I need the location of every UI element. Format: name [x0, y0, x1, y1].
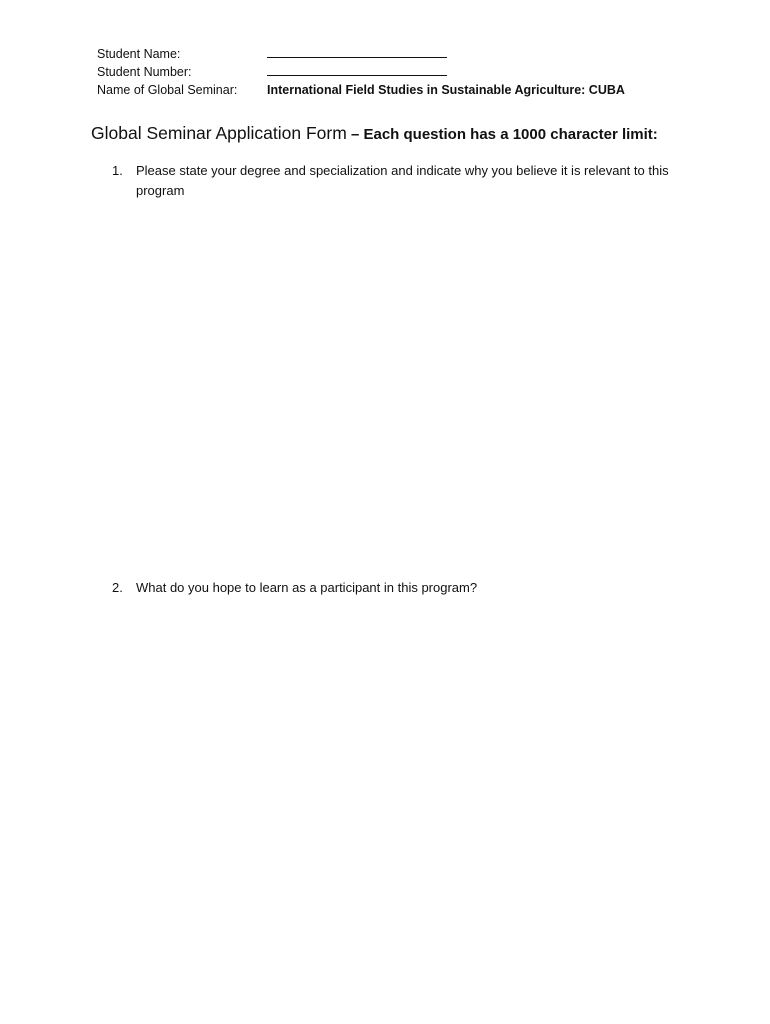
form-title-subtitle: – Each question has a 1000 character limit:: [346, 126, 658, 143]
student-name-label: Student Name:: [97, 47, 181, 61]
student-name-blank[interactable]: [267, 46, 447, 58]
form-title: [91, 123, 658, 144]
student-number-field[interactable]: [267, 64, 447, 80]
student-name-field[interactable]: [267, 46, 447, 62]
form-title-main: Global Seminar Application Form: [91, 123, 347, 143]
student-number-blank[interactable]: [267, 64, 447, 76]
question-text: What do you hope to learn as a participant in this program?: [136, 580, 478, 595]
question-number: 1.: [112, 163, 123, 178]
student-number-label: Student Number:: [97, 65, 192, 79]
seminar-name-label: Name of Global Seminar:: [97, 83, 238, 97]
seminar-name-value: International Field Studies in Sustainable Agriculture: CUBA: [267, 83, 625, 97]
question-number: 2.: [112, 580, 123, 595]
question-text: Please state your degree and specialization and indicate why you believe it is relevant to this program: [136, 163, 669, 198]
